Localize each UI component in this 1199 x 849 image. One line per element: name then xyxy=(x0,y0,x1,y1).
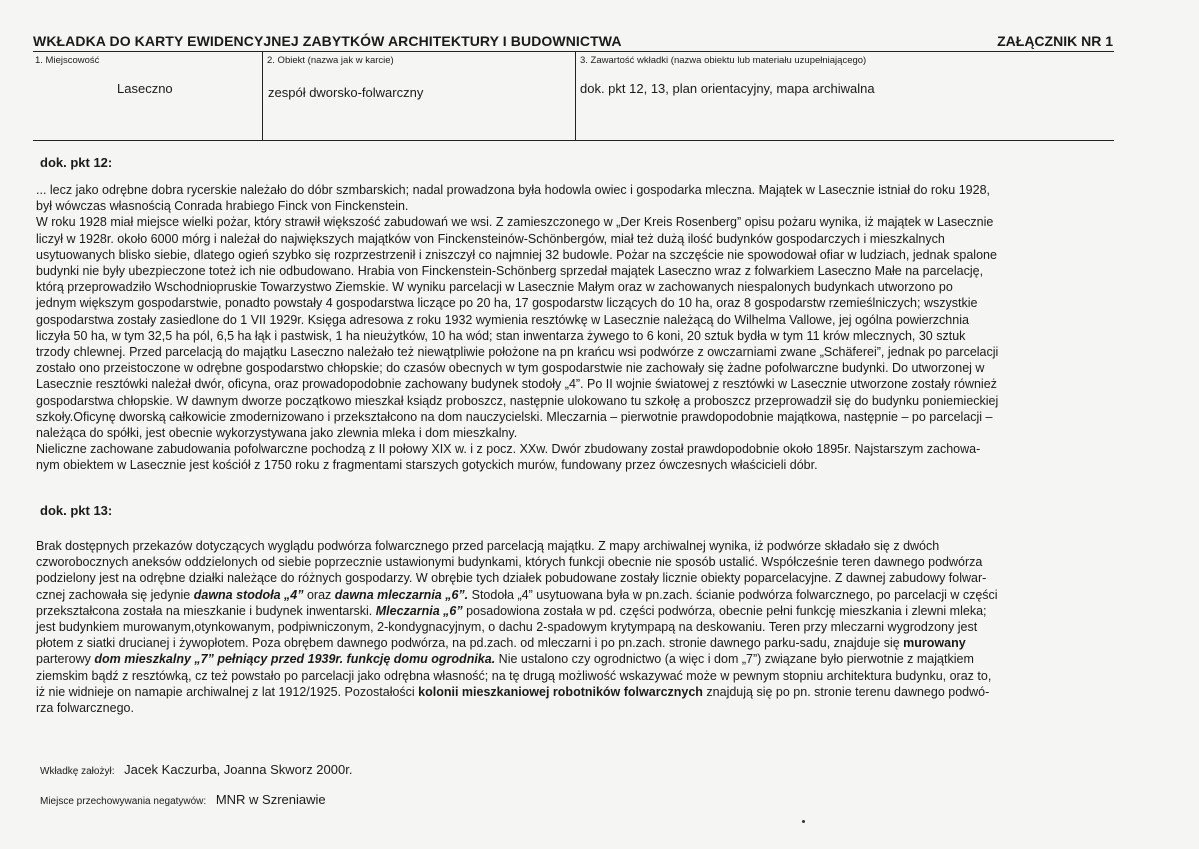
section-12-heading: dok. pkt 12: xyxy=(40,155,113,170)
section-13-line: rza folwarcznego. xyxy=(36,701,134,716)
text-run: posadowiona została w pd. części podwórza, obecnie pełni funkcję mieszkania i zlewni mleka; xyxy=(462,603,987,618)
section-12-line: należąca do spółki, jest obecnie wykorzystywana jako zlewnia mleka i dom mieszkalny. xyxy=(36,426,518,441)
locality-label: 1. Miejscowość xyxy=(35,55,100,66)
highlight-barn: dawna stodoła „4” xyxy=(193,587,304,602)
section-12-line: gospodarstwa chłopskie. W dawnym dworze początkowo mieszkał ksiądz proboszcz, następnie ulokowano tu szkołę a proboszcz przeprowadził się do budynku poniemieckiej xyxy=(36,393,999,408)
section-12-line: Nieliczne zachowane zabudowania pofolwarczne pochodzą z II połowy XIX w. i z pocz. XXw. Dwór zbudowany został prawdopodobnie około 1895r. Najstarszym zachowa- xyxy=(36,442,981,457)
form-fields-table xyxy=(33,51,1114,141)
author-line xyxy=(40,762,352,777)
section-13-line: czworobocznych aneksów oddzielonych od siebie poprzecznie ustawionymi budynkami, których funkcji obecnie nie sposób ustalić. Współcześnie teren dawnego podwórza xyxy=(36,555,983,570)
section-12-line: liczył w 1928r. około 6000 mórg i należał do największych majątków von Finckensteinów-Schönbergów, miał też dużą ilość budynków gospodarczych i mieszkalnych xyxy=(36,231,945,246)
text-run: przekształcona została na mieszkanie i budynek inwentarski. xyxy=(36,603,376,618)
section-13-heading: dok. pkt 13: xyxy=(40,503,113,518)
section-12-line: budynki nie były ubezpieczone toteż ich nie odbudowano. Hrabia von Finckenstein-Schönberg sprzedał majątek Laseczno wraz z folwarkiem Laseczno Małe na parcelację, xyxy=(36,264,984,279)
page-title: WKŁADKA DO KARTY EWIDENCYJNEJ ZABYTKÓW ARCHITEKTURY I BUDOWNICTWA xyxy=(33,33,622,49)
section-12-line: zostało ono przeistoczone w odrębne gospodarstwo chłopskie; do czasów obecnych w tym gospodarstwie nie zachowały się żadne pofolwarczne budynki. Do utworzonej w xyxy=(36,361,985,376)
author-label: Wkładkę założył: xyxy=(40,766,115,777)
author-value: Jacek Kaczurba, Joanna Skworz 2000r. xyxy=(124,762,353,777)
section-13-line xyxy=(36,684,1146,700)
section-12-line: jednym większym gospodarstwie, ponadto powstały 4 gospodarstwa liczące po 20 ha, 17 gospodarstw liczących do 10 ha, oraz 8 gospodarstw rzemieślniczych; wszystkie xyxy=(36,296,978,311)
locality-cell xyxy=(33,52,262,140)
highlight-dairy: dawna mleczarnia „6”. xyxy=(334,587,469,602)
section-12-text xyxy=(36,182,1146,474)
scan-speck xyxy=(802,820,805,823)
section-12-line: którą przeprowadziło Wschodniopruskie Towarzystwo Ziemskie. W wyniku parcelacji w Lasecznie Małym oraz w zachowanych niespalonych budynkach utworzono po xyxy=(36,280,953,295)
storage-line xyxy=(40,792,326,807)
section-13-line xyxy=(36,651,1146,667)
section-12-line: trzody chlewnej. Przed parcelacją do majątku Laseczno należało też niewątpliwie położone na pn krańcu wsi podwórze z owczarniami zwane „Schäferei”, jednak po parcelacji xyxy=(36,345,999,360)
section-13-line: jest budynkiem murowanym,otynkowanym, podpiwniczonym, 2-kondygnacyjnym, o dachu 2-spadowym krytympapą na deskowaniu. Teren przy mleczarni wygrodzony jest xyxy=(36,620,978,635)
text-run: płotem z siatki drucianej i żywopłotem. Poza obrębem dawnego podwórza, na pd.zach. od mleczarni i po pn.zach. stronie dawnego parku-sadu, znajduje się xyxy=(36,636,904,651)
text-run: parterowy xyxy=(36,652,95,667)
section-12-line: ... lecz jako odrębne dobra rycerskie należało do dóbr szmbarskich; nadal prowadzona była hodowla owiec i gospodarka mleczna. Majątek w Lasecznie istniał do roku 1928, xyxy=(36,183,990,197)
section-12-line: był wówczas własnością Conrada hrabiego Finck von Finckenstein. xyxy=(36,199,409,214)
storage-value: MNR w Szreniawie xyxy=(215,792,326,807)
text-run: cznej zachowała się jedynie xyxy=(36,587,194,602)
text-run: znajdują się po pn. stronie terenu dawnego podwó- xyxy=(702,684,990,699)
section-13-line: Brak dostępnych przekazów dotyczących wyglądu podwórza folwarcznego przed parcelacją majątku. Z mapy archiwalnej wynika, iż podwórze składało się z dwóch xyxy=(36,539,940,553)
section-12-line: liczyła 50 ha, w tym 32,5 ha pól, 6,5 ha łąk i pastwisk, 1 ha nieużytków, 10 ha wód; stan inwentarza żywego to 6 koni, 20 sztuk bydła w tym 11 krów mlecznych, 30 sztuk xyxy=(36,328,966,343)
contents-label: 3. Zawartość wkładki (nazwa obiektu lub materiału uzupełniającego) xyxy=(580,55,867,66)
section-13-line xyxy=(36,635,1146,651)
object-label: 2. Obiekt (nazwa jak w karcie) xyxy=(267,55,394,66)
section-13-line xyxy=(36,587,1146,603)
highlight-workers-colony: kolonii mieszkaniowej robotników folwarcznych xyxy=(418,684,703,699)
section-12-line: gospodarstwa zostały zasiedlone do 1 VII 1929r. Księga adresowa z roku 1932 wymienia resztówkę w Lasecznie należącą do Wilhelma Vallowe, jej ogólna powierzchnia xyxy=(36,312,969,327)
section-12-line: usytuowanych blisko siebie, dlatego ogień szybko się rozprzestrzenił i zniszczył co najmniej 32 budowle. Pożar na szczęście nie spowodował ofiar w ludziach, jednak spalone xyxy=(36,247,997,262)
contents-cell xyxy=(575,52,1114,140)
highlight-gardener-house: dom mieszkalny „7” pełniący przed 1939r. funkcję domu ogrodnika. xyxy=(94,652,496,667)
contents-value: dok. pkt 12, 13, plan orientacyjny, mapa archiwalna xyxy=(580,81,875,96)
annex-label: ZAŁĄCZNIK NR 1 xyxy=(997,33,1113,49)
storage-label: Miejsce przechowywania negatywów: xyxy=(40,796,207,807)
object-cell xyxy=(262,52,575,140)
section-12-line: nym obiektem w Lasecznie jest kościół z 1750 roku z fragmentami starszych gotyckich murów, fundowany przez ówczesnych właścicieli dóbr. xyxy=(36,458,818,473)
highlight-masonry: murowany xyxy=(903,636,966,651)
section-13-text xyxy=(36,538,1146,716)
section-13-line: podzielony jest na odrębne działki należące do różnych gospodarzy. W obrębie tych działek pobudowane zostały licznie obiekty poparcelacyjne. Z dawnej zabudowy folwar- xyxy=(36,571,987,586)
text-run: Nie ustalono czy ogrodnictwo (a więc i dom „7”) związane było pierwotnie z majątkiem xyxy=(495,652,974,667)
highlight-dairy-2: Mleczarnia „6” xyxy=(375,603,463,618)
section-12-line: Lasecznie resztówki należał dwór, oficyna, oraz prowadopodobnie zachowany budynek stodoły „4”. Po II wojnie światowej z resztówki w Lasecznie utworzone zostały również xyxy=(36,377,997,392)
section-13-line xyxy=(36,603,1146,619)
section-12-line: szkoły.Oficynę dworską całkowicie zmodernizowano i przekształcono na dom nauczycielski. Mleczarnia – pierwotnie prawdopodobnie majątkowa, następnie – po parcelacji – xyxy=(36,409,993,424)
object-value: zespół dworsko-folwarczny xyxy=(268,85,424,100)
text-run: oraz xyxy=(303,587,335,602)
locality-value: Laseczno xyxy=(117,81,173,96)
text-run: iż nie widnieje on namapie archiwalnej z lat 1912/1925. Pozostałości xyxy=(36,684,419,699)
text-run: Stodoła „4” usytuowana była w pn.zach. ścianie podwórza folwarcznego, po parcelacji w części xyxy=(468,587,998,602)
section-13-line: ziemskim bądź z resztówką, cz też powstało po parcelacji jako odrębna własność; na tę drugą możliwość wskazywać może w pewnym stopniu architektura budynku, oraz to, xyxy=(36,668,992,683)
section-12-line: W roku 1928 miał miejsce wielki pożar, który strawił większość zabudowań we wsi. Z zamieszczonego w „Der Kreis Rosenberg” opisu pożaru wynika, iż majątek w Lasecznie xyxy=(36,215,994,230)
